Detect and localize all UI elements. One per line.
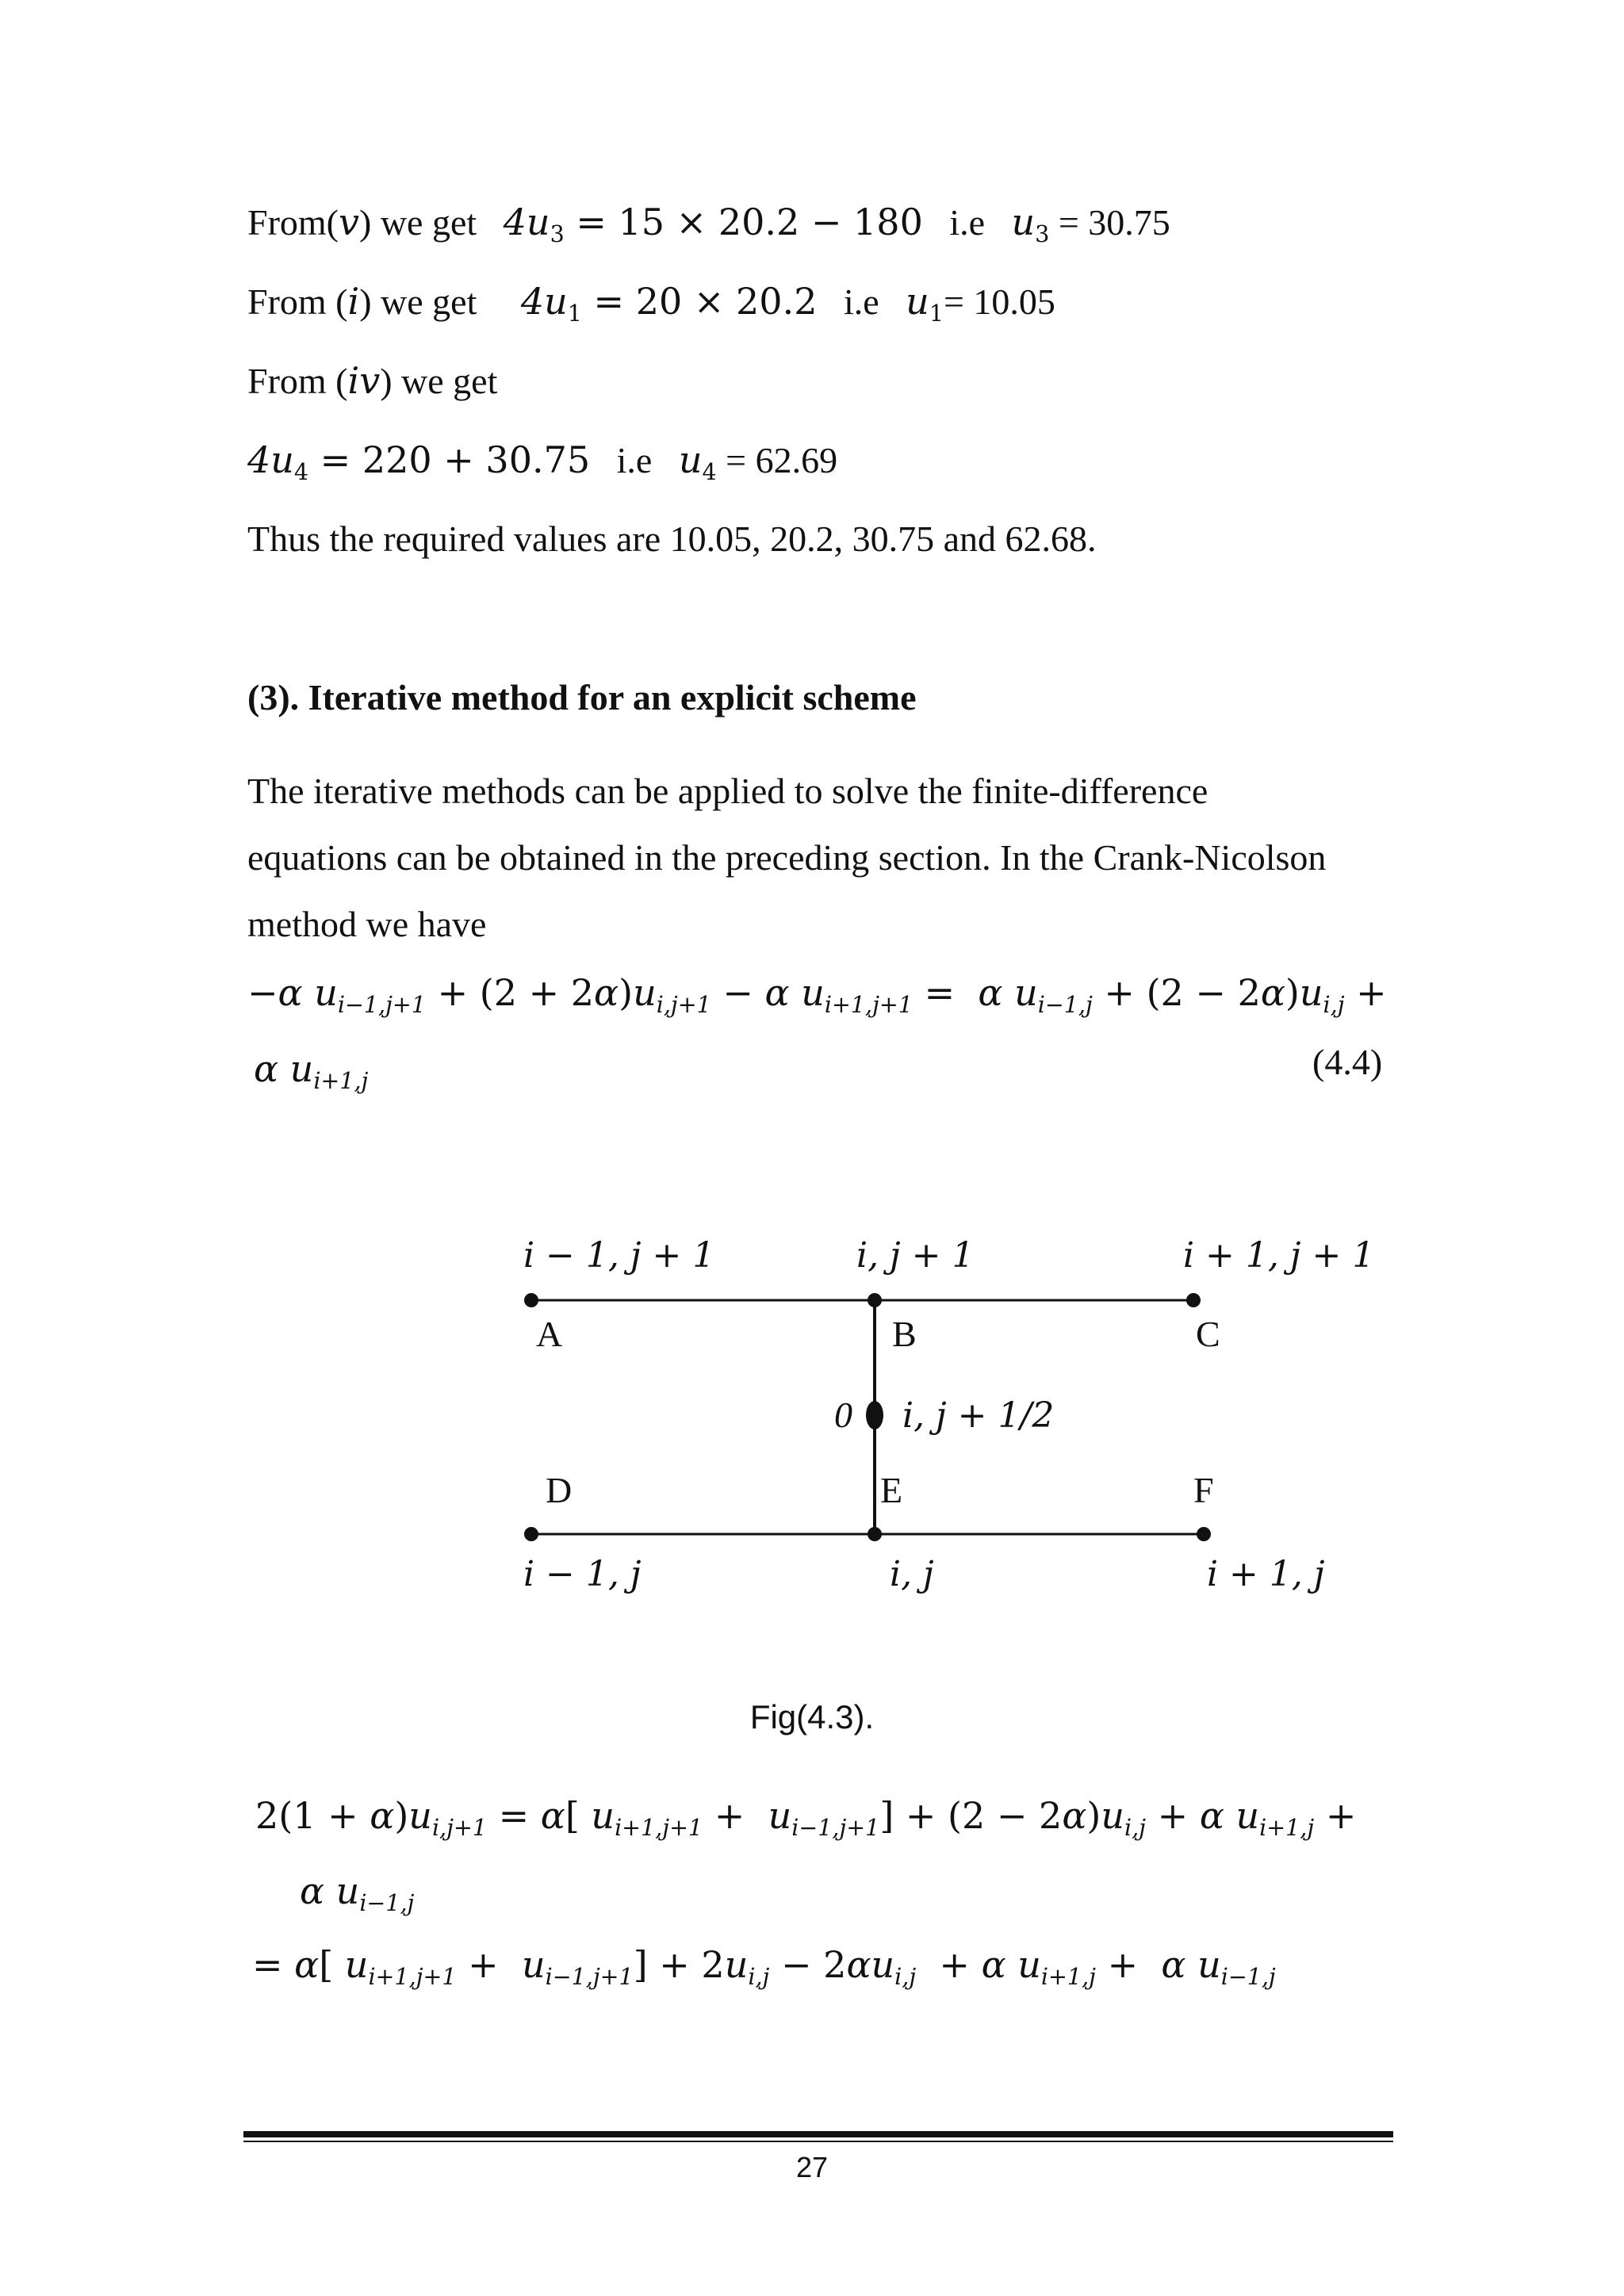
- footer-rule-thick: [243, 2131, 1393, 2137]
- math-sub: 1: [567, 300, 582, 327]
- point-label-F: F: [1193, 1470, 1214, 1510]
- math-rhs: = 220 + 30.75: [308, 438, 591, 481]
- paragraph-line-2: equations can be obtained in the preceding section. In the Crank-Nicolson: [247, 837, 1327, 878]
- point-label-C: C: [1196, 1314, 1220, 1354]
- paragraph-line-1: The iterative methods can be applied to solve the finite-difference: [247, 771, 1208, 811]
- point-B: [868, 1293, 882, 1307]
- point-label-B: B: [892, 1314, 917, 1354]
- point-A: [524, 1293, 538, 1307]
- text: ) we get: [359, 202, 477, 243]
- math-sub: 3: [1035, 221, 1050, 248]
- text: From (: [247, 361, 348, 401]
- figure-caption: Fig(4.3).: [749, 1698, 875, 1735]
- equation-line-1: $2(1 + \alpha)u_{i,j+1} = \alpha$[ $u_{i+1,j+1} + u_{i-1,j+1}] + (2 - 2\alpha)u_{i,j} + \alpha$ $u_{i+1,j}$ +: [255, 1794, 1357, 1842]
- point-C: [1186, 1293, 1201, 1307]
- equation-4-4-line-2: α $u_{i+1,j}$: [254, 1047, 369, 1095]
- text-value: = 62.69: [716, 440, 838, 480]
- math-sub: 3: [550, 221, 565, 248]
- math-u: u: [1011, 201, 1036, 243]
- text-ie: i.e: [949, 202, 986, 243]
- math-i: i: [347, 280, 360, 323]
- equation-number: (4.4): [1312, 1042, 1383, 1082]
- label-top-right: i + 1, j + 1: [1183, 1235, 1375, 1276]
- label-bot-right: i + 1, j: [1207, 1554, 1325, 1594]
- math-sub: 4: [702, 459, 717, 486]
- paragraph-line-3: method we have: [247, 904, 487, 944]
- label-bot-left: i − 1, j: [523, 1554, 642, 1594]
- math-4u: 4u: [247, 438, 294, 481]
- math-4u: 4u: [503, 201, 550, 243]
- equation-line-3: = α[ $u_{i+1,j+1} + u_{i-1,j+1}] + 2u_{i,j} - 2\alpha u_{i,j} + \alpha$ $u_{i+1,j} + \alpha$ $u_{i-1,j}$: [252, 1943, 1276, 1991]
- point-label-D: D: [546, 1470, 573, 1510]
- math-u: u: [678, 438, 703, 481]
- equation-line-2: α $u_{i-1,j}$: [300, 1869, 415, 1917]
- math-v: v: [339, 201, 359, 243]
- label-top-left: i − 1, j + 1: [523, 1235, 715, 1276]
- text: ) we get: [380, 361, 498, 401]
- math-u: u: [906, 280, 929, 323]
- text: From(: [247, 202, 339, 243]
- equation-4-4-line-1: −α $u_{i-1,j+1} + (2 + 2\alpha)u_{i,j+1} - \alpha$ $u_{i+1,j+1} = \alpha$ $u_{i-1,j} + (2 - 2\alpha)u_{i,j}$ +: [247, 971, 1387, 1019]
- math-sub: 4: [293, 459, 309, 486]
- point-D: [524, 1527, 538, 1541]
- point-label-O: 0: [834, 1395, 852, 1435]
- label-mid: i, j + 1/2: [902, 1395, 1055, 1436]
- math-4u: 4u: [520, 280, 568, 323]
- label-bot-mid: i, j: [890, 1554, 934, 1594]
- point-label-E: E: [880, 1470, 903, 1510]
- text: From (: [247, 281, 348, 322]
- text-ie: i.e: [843, 281, 879, 322]
- point-O: [866, 1401, 883, 1429]
- section-heading: (3). Iterative method for an explicit scheme: [247, 677, 917, 718]
- label-top-mid: i, j + 1: [856, 1235, 975, 1276]
- footer-rule-thin: [243, 2141, 1393, 2142]
- math-iv: iv: [347, 359, 381, 402]
- page-number: 27: [795, 2151, 829, 2183]
- text: ) we get: [359, 281, 477, 322]
- text-value: = 10.05: [943, 281, 1055, 322]
- text-value: = 30.75: [1049, 202, 1170, 243]
- text-ie: i.e: [616, 440, 653, 480]
- point-label-A: A: [536, 1314, 563, 1354]
- math-sub: 1: [929, 300, 944, 327]
- text-line-conclusion: Thus the required values are 10.05, 20.2, 30.75 and 62.68.: [247, 519, 1097, 559]
- math-rhs: = 20 × 20.2: [581, 280, 818, 323]
- math-rhs: = 15 × 20.2 − 180: [564, 201, 923, 243]
- point-E: [868, 1527, 882, 1541]
- point-F: [1197, 1527, 1211, 1541]
